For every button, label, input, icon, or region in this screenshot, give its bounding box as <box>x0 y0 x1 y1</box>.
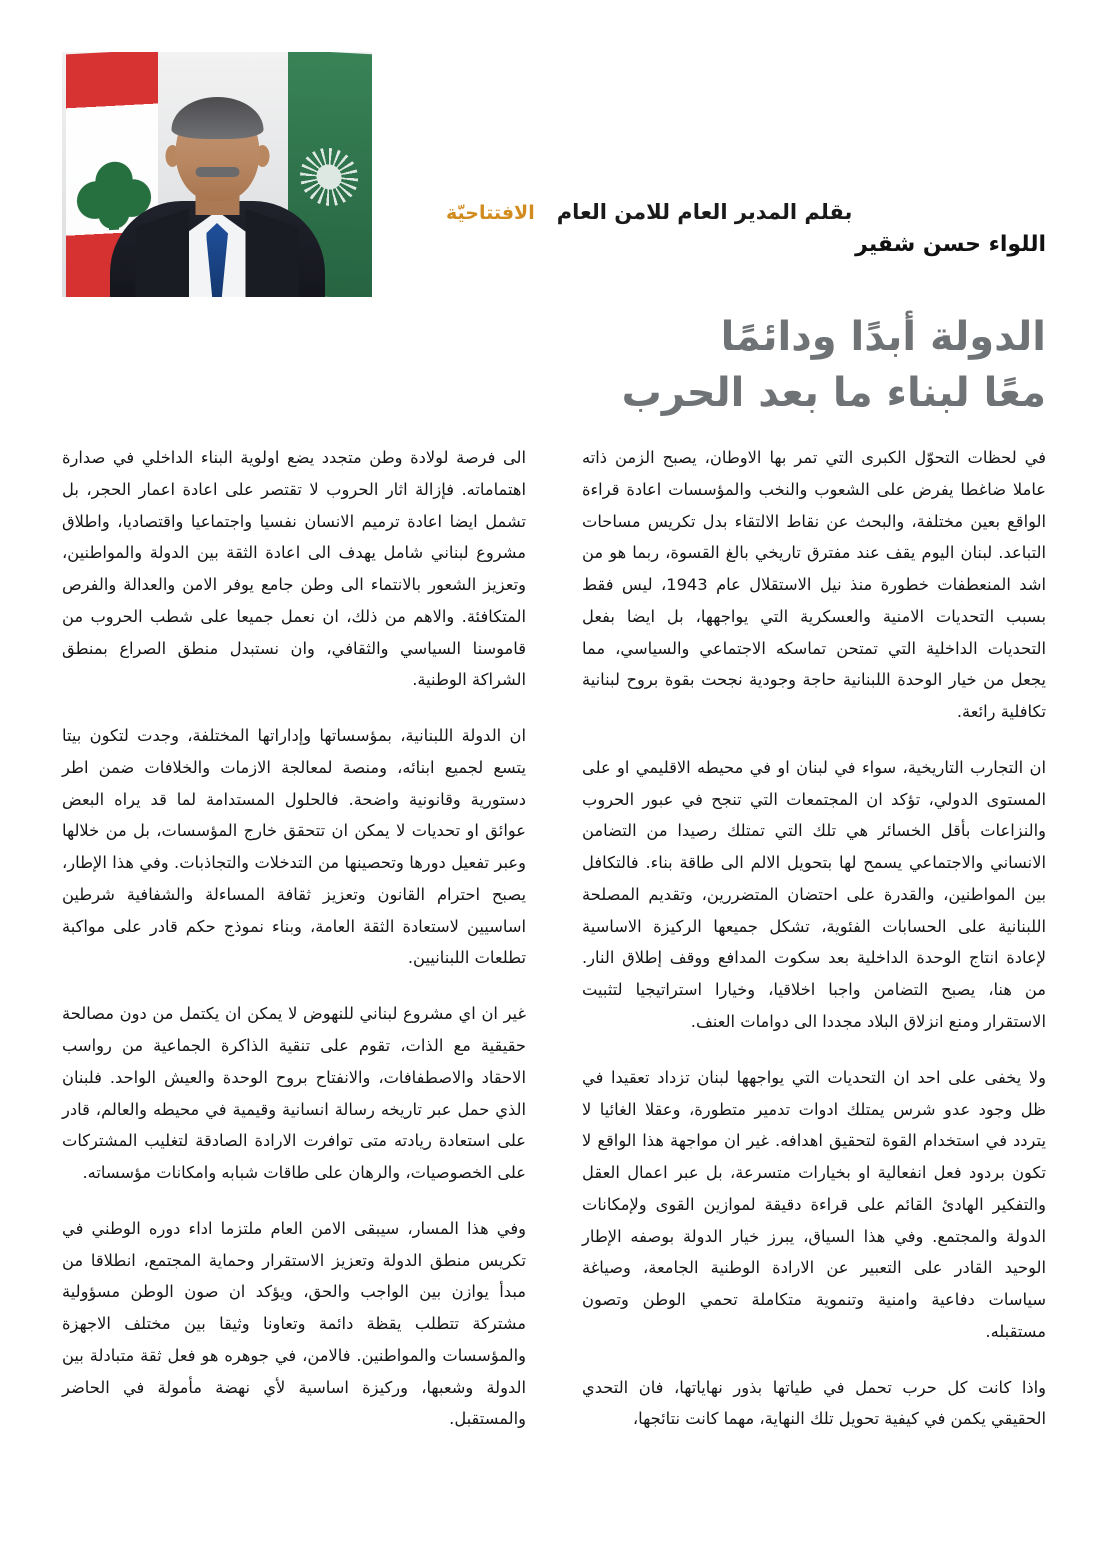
author-figure <box>110 97 325 297</box>
page-edge <box>0 1543 1108 1553</box>
headline-line-1: الدولة أبدًا ودائمًا <box>720 314 1046 360</box>
column-left <box>62 442 526 1435</box>
author-portrait <box>62 52 372 297</box>
kicker-row <box>446 200 1046 224</box>
hair <box>171 97 263 139</box>
moustache <box>195 167 239 177</box>
byline-role: بقلم المدير العام للامن العام <box>556 200 853 224</box>
paragraph: ولا يخفى على احد ان التحديات التي يواجهها لبنان تزداد تعقيدا في ظل وجود عدو شرس يمتلك ادوات تدمير متطورة، وعقلا الغائيا لا يتردد في استخدام القوة لتحقيق اهدافه. غير ان مواجهة هذا الواقع لا تكون بردود فعل انفعالية او بخيارات متسرعة، بل عبر اعمال العقل والتفكير الهادئ القائم على قراءة دقيقة لموازين القوى ولإمكانات الدولة والمجتمع. وفي هذا السياق، يبرز خيار الدولة بوصفه الإطار الوحيد القادر على التعبير عن الارادة الوطنية الجامعة، وصياغة سياسات دفاعية وامنية وتنموية متكاملة تحمي الوطن وتصون مستقبله. <box>582 1067 1046 1341</box>
paragraph: واذا كانت كل حرب تحمل في طياتها بذور نهاياتها، فان التحدي الحقيقي يكمن في كيفية تحويل تلك النهاية، مهما كانت نتائجها، <box>582 1377 1046 1429</box>
article-body <box>62 442 1046 1435</box>
column-right <box>582 442 1046 1435</box>
paragraph: الى فرصة لولادة وطن متجدد يضع اولوية البناء الداخلي في صدارة اهتماماته. فإزالة اثار الحروب لا تقتصر على اعادة اعمار الحجر، بل تشمل ايضا اعادة ترميم الانسان نفسيا واجتماعيا واقتصاديا، واطلاق مشروع لبناني شامل يهدف الى اعادة الثقة بين الدولة والمواطنين، وتعزيز الشعور بالانتماء الى وطن جامع يوفر الامن والعدالة والفرص المتكافئة. والاهم من ذلك، ان نعمل جميعا على شطب الحروب من قاموسنا السياسي والثقافي، وان نستبدل منطق الصراع بمنطق الشراكة الوطنية. <box>62 448 526 690</box>
section-kicker: الافتتاحيّة <box>446 202 535 224</box>
paragraph: ان الدولة اللبنانية، بمؤسساتها وإداراتها المختلفة، وجدت لتكون بيتا يتسع لجميع ابنائه، ومنصة لمعالجة الازمات والخلافات ضمن اطر دستورية وقانونية واضحة. فالحلول المستدامة لما قد يراه البعض عوائق او تحديات لا يمكن ان تتحقق خارج المؤسسات، بل من خلالها وعبر تفعيل دورها وتحصينها من التدخلات والتجاذبات. وفي هذا الإطار، يصبح احترام القانون وتعزيز ثقافة المساءلة والشفافية شرطين اساسيين لاستعادة الثقة العامة، وبناء نموذج حكم قادر على مواكبة تطلعات اللبنانيين. <box>62 726 526 968</box>
paragraph: وفي هذا المسار، سيبقى الامن العام ملتزما اداء دوره الوطني في تكريس منطق الدولة وتعزيز الاستقرار وحماية المجتمع، انطلاقا من مبدأ يوازن بين الواجب والحق، ويؤكد ان صون الوطن مسؤولية مشتركة تتطلب يقظة دائمة وتعاونا وثيقا بين مختلف الاجهزة والمؤسسات والمواطنين. فالامن، في جوهره هو فعل ثقة متبادلة بين الدولة وشعبها، وركيزة اساسية لأي نهضة مأمولة في الحاضر والمستقبل. <box>62 1218 526 1429</box>
paragraph: في لحظات التحوّل الكبرى التي تمر بها الاوطان، يصبح الزمن ذاته عاملا ضاغطا يفرض على الشعوب والنخب والمؤسسات اعادة قراءة الواقع بعين مختلفة، والبحث عن نقاط الالتقاء بدل تكريس مساحات التباعد. لبنان اليوم يقف عند مفترق تاريخي بالغ القسوة، ربما هو من اشد المنعطفات خطورة منذ نيل الاستقلال عام 1943، ليس فقط بسبب التحديات الامنية والعسكرية التي يواجهها، بل ايضا بفعل التحديات الداخلية التي تمتحن تماسكه الاجتماعي والسياسي، مما يجعل من خيار الوحدة اللبنانية حاجة وجودية نجحت بقوة بروح لبنانية تكافلية رائعة. <box>582 448 1046 722</box>
headline-line-2: معًا لبناء ما بعد الحرب <box>621 370 1046 416</box>
page-title <box>406 312 1046 418</box>
paragraph: ان التجارب التاريخية، سواء في لبنان او في محيطه الاقليمي او على المستوى الدولي، تؤكد ان المجتمعات التي تنجح في عبور الحروب والنزاعات بأقل الخسائر هي تلك التي تمتلك رصيدا من التضامن الانساني والاجتماعي يسمح لها بتحويل الالم الى طاقة بناء. فالتكافل بين المواطنين، والقدرة على احتضان المتضررين، وتقديم المصلحة اللبنانية على الحسابات الفئوية، تشكل جميعها الركيزة الاساسية لإعادة انتاج الوحدة الداخلية بعد سكوت المدافع ووقف إطلاق النار. من هنا، يصبح التضامن واجبا اخلاقيا، وخيارا استراتيجيا لتثبيت الاستقرار ومنع انزلاق البلاد مجددا الى دوامات العنف. <box>582 757 1046 1032</box>
article-header <box>446 200 1046 257</box>
byline-name: اللواء حسن شقير <box>855 232 1046 257</box>
paragraph: غير ان اي مشروع لبناني للنهوض لا يمكن ان يكتمل من دون مصالحة حقيقية مع الذات، تقوم على تنقية الذاكرة الجماعية من رواسب الاحقاد والاصطفافات، والانفتاح بروح الوحدة والعيش الواحد. فلبنان الذي حمل عبر تاريخه رسالة انسانية وقيمية في محيطه والعالم، قادر على استعادة ريادته متى توافرت الارادة الصادقة لتغليب المشتركات على الخصوصيات، والرهان على طاقات شبابه وامكانات مؤسساته. <box>62 1004 526 1183</box>
